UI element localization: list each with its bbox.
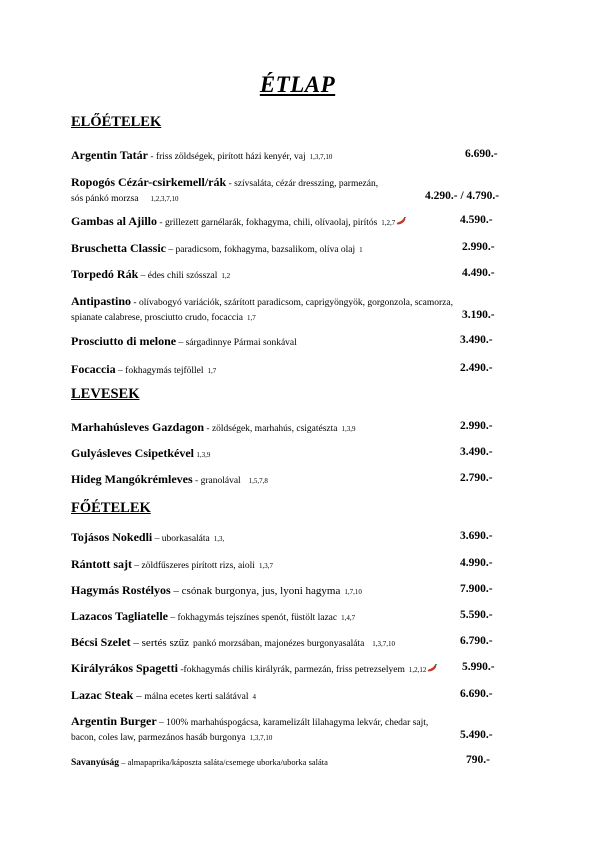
item-allergens: 1,3,7	[258, 562, 273, 570]
item-price: 3.490.-	[460, 334, 493, 346]
menu-item-torpedo	[71, 266, 511, 281]
item-description-line2: bacon, coles law, parmezános hasáb burgonya	[71, 733, 246, 743]
menu-item-rantott-sajt	[71, 556, 511, 571]
item-separator: -	[148, 152, 156, 162]
item-name: Lazacos Tagliatelle	[71, 609, 168, 623]
menu-item-becsi	[71, 634, 511, 649]
item-description: almapaprika/káposzta saláta/csemege uborka/uborka saláta	[127, 757, 328, 767]
item-price: 2.490.-	[460, 362, 493, 374]
item-separator: -	[204, 424, 212, 434]
item-allergens: 1,3,7,10	[249, 734, 273, 742]
item-allergens: 1,7	[246, 314, 256, 322]
item-name: Focaccia	[71, 362, 116, 376]
item-allergens: 1	[359, 246, 363, 254]
item-allergens: 1,2,3,7,10	[150, 195, 179, 203]
item-separator: –	[166, 245, 176, 255]
item-description: zöldfűszeres pirított rizs, aioli	[141, 561, 255, 571]
item-separator: –	[132, 561, 142, 571]
item-allergens: 1,5,7,8	[248, 477, 268, 485]
item-price: 4.490.-	[462, 267, 495, 279]
item-description: fokhagymás tejföllel	[125, 366, 204, 376]
item-separator: –	[115, 366, 126, 376]
menu-item-argentin-tatar	[71, 147, 511, 162]
menu-item-spagetti	[71, 660, 511, 675]
item-separator: -	[157, 218, 165, 228]
chili-pepper-icon	[427, 664, 438, 673]
item-separator: -	[178, 665, 184, 675]
menu-item-bruschetta	[71, 240, 511, 255]
item-price: 4.590.-	[460, 214, 493, 226]
item-price: 6.790.-	[460, 635, 493, 647]
item-allergens: 1,3,9	[196, 451, 211, 459]
item-price: 5.490.-	[460, 729, 493, 741]
item-allergens: 1,3,9	[341, 425, 356, 433]
item-price: 4.290.- / 4.790.-	[425, 190, 500, 202]
item-description: zöldségek, marhahús, csigatészta	[211, 424, 338, 434]
menu-item-savanyusag	[71, 753, 511, 768]
item-name: Bécsi Szelet	[71, 635, 131, 649]
menu-item-antipastino	[71, 293, 511, 323]
item-separator: –	[133, 690, 145, 702]
item-name: Argentin Tatár	[71, 148, 149, 162]
item-allergens: 1,7,10	[344, 588, 362, 596]
item-description: édes chili szósszal	[147, 271, 218, 281]
menu-item-tagliatelle	[71, 608, 511, 623]
item-price: 2.990.-	[460, 420, 493, 432]
item-price: 2.990.-	[462, 241, 495, 253]
item-price: 3.690.-	[460, 530, 493, 542]
item-separator: -	[131, 298, 139, 308]
item-description: csónak burgonya, jus, lyoni hagyma	[181, 585, 341, 597]
menu-item-prosciutto	[71, 333, 511, 348]
item-description: uborkasaláta	[161, 534, 210, 544]
item-description: paradicsom, fokhagyma, bazsalikom, olíva olaj	[175, 245, 356, 255]
item-separator: -	[192, 476, 201, 486]
item-allergens: 1,3,	[213, 535, 225, 543]
item-description-emphasis: sertés szűz	[141, 637, 189, 649]
item-description: 100% marhahúspogácsa, karamelizált lilahagyma lekvár, chedar sajt,	[166, 718, 429, 728]
menu-item-rostelyos	[71, 582, 511, 597]
item-price: 6.690.-	[465, 148, 498, 160]
item-name: Savanyúság	[71, 758, 120, 768]
item-separator: –	[176, 338, 186, 348]
item-name: Hagymás Rostélyos	[71, 583, 171, 597]
item-allergens: 1,7	[207, 367, 217, 375]
item-name: Antipastino	[71, 294, 132, 308]
item-price: 3.490.-	[460, 446, 493, 458]
item-description-line2: spianate calabrese, prosciutto crudo, focaccia	[71, 313, 243, 323]
item-description: granolával	[200, 476, 241, 486]
item-name: Argentin Burger	[71, 714, 157, 728]
item-separator: –	[156, 718, 167, 728]
item-allergens: 4	[252, 693, 257, 701]
item-name: Ropogós Cézár-csirkemell/rák	[71, 175, 227, 189]
menu-item-nokedli	[71, 529, 511, 544]
item-price: 5.990.-	[462, 661, 495, 673]
item-separator: –	[152, 534, 162, 544]
item-name: Gambas al Ajillo	[71, 214, 158, 228]
section-heading-levesek: LEVESEK	[71, 386, 140, 402]
menu-item-cezar	[71, 174, 511, 204]
item-name: Bruschetta Classic	[71, 241, 166, 255]
item-name: Hideg Mangókrémleves	[71, 472, 193, 486]
item-name: Marhahúsleves Gazdagon	[71, 420, 205, 434]
item-name: Gulyásleves Csipetkével	[71, 446, 194, 460]
item-separator: -	[226, 179, 235, 189]
section-heading-eloetelek: ELŐÉTELEK	[71, 114, 162, 130]
item-allergens: 1,4,7	[341, 614, 356, 622]
item-allergens: 1,2,12	[408, 666, 427, 674]
menu-item-burger	[71, 713, 511, 743]
item-description: sárgadinnye Pármai sonkával	[185, 338, 297, 348]
item-price: 4.990.-	[460, 557, 493, 569]
item-name: Torpedó Rák	[71, 267, 139, 281]
item-allergens: 1,2,7	[381, 219, 396, 227]
item-price: 790.-	[466, 754, 490, 766]
section-heading-foetelek: FŐÉTELEK	[71, 500, 151, 516]
item-price: 6.690.-	[460, 688, 493, 700]
menu-item-gambas	[71, 213, 511, 228]
menu-item-lazac-steak	[71, 687, 511, 702]
item-price: 7.900.-	[460, 583, 493, 595]
item-name: Lazac Steak	[71, 688, 134, 702]
item-description: szívsaláta, cézár dresszing, parmezán,	[234, 179, 379, 189]
page-title: ÉTLAP	[259, 72, 336, 97]
item-allergens: 1,3,7,10	[372, 640, 396, 648]
chili-pepper-icon	[396, 217, 407, 226]
item-separator: –	[168, 613, 178, 623]
menu-item-focaccia	[71, 361, 511, 376]
menu-item-marhahusleves	[71, 419, 511, 434]
item-description: málna ecetes kerti salátával	[144, 692, 249, 702]
item-name: Rántott sajt	[71, 557, 132, 571]
item-name: Királyrákos Spagetti	[71, 661, 178, 675]
item-description-line2: sós pánkó morzsa	[71, 194, 139, 204]
menu-item-gulyas	[71, 445, 511, 460]
item-description: fokhagymás chilis királyrák, parmezán, friss petrezselyem	[183, 665, 405, 675]
item-separator: –	[130, 637, 142, 649]
item-description: olívabogyó variációk, szárított paradicsom, caprigyöngyök, gorgonzola, scamorza,	[138, 298, 453, 308]
item-description: fokhagymás tejszínes spenót, füstölt lazac	[177, 613, 338, 623]
item-description: grillezett garnélarák, fokhagyma, chili, olívaolaj, pirítós	[164, 218, 378, 228]
item-separator: –	[119, 757, 128, 767]
item-price: 3.190.-	[462, 309, 495, 321]
menu-item-mango	[71, 471, 511, 486]
item-description: pankó morzsában, majonézes burgonyasaláta	[193, 639, 365, 649]
item-description: friss zöldségek, pirított házi kenyér, vaj	[155, 152, 306, 162]
item-separator: –	[170, 585, 182, 597]
item-name: Prosciutto di melone	[71, 334, 177, 348]
item-price: 2.790.-	[460, 472, 493, 484]
item-name: Tojásos Nokedli	[71, 530, 153, 544]
item-allergens: 1,2	[221, 272, 231, 280]
item-allergens: 1,3,7,10	[309, 153, 333, 161]
item-price: 5.590.-	[460, 609, 493, 621]
item-separator: –	[138, 271, 148, 281]
